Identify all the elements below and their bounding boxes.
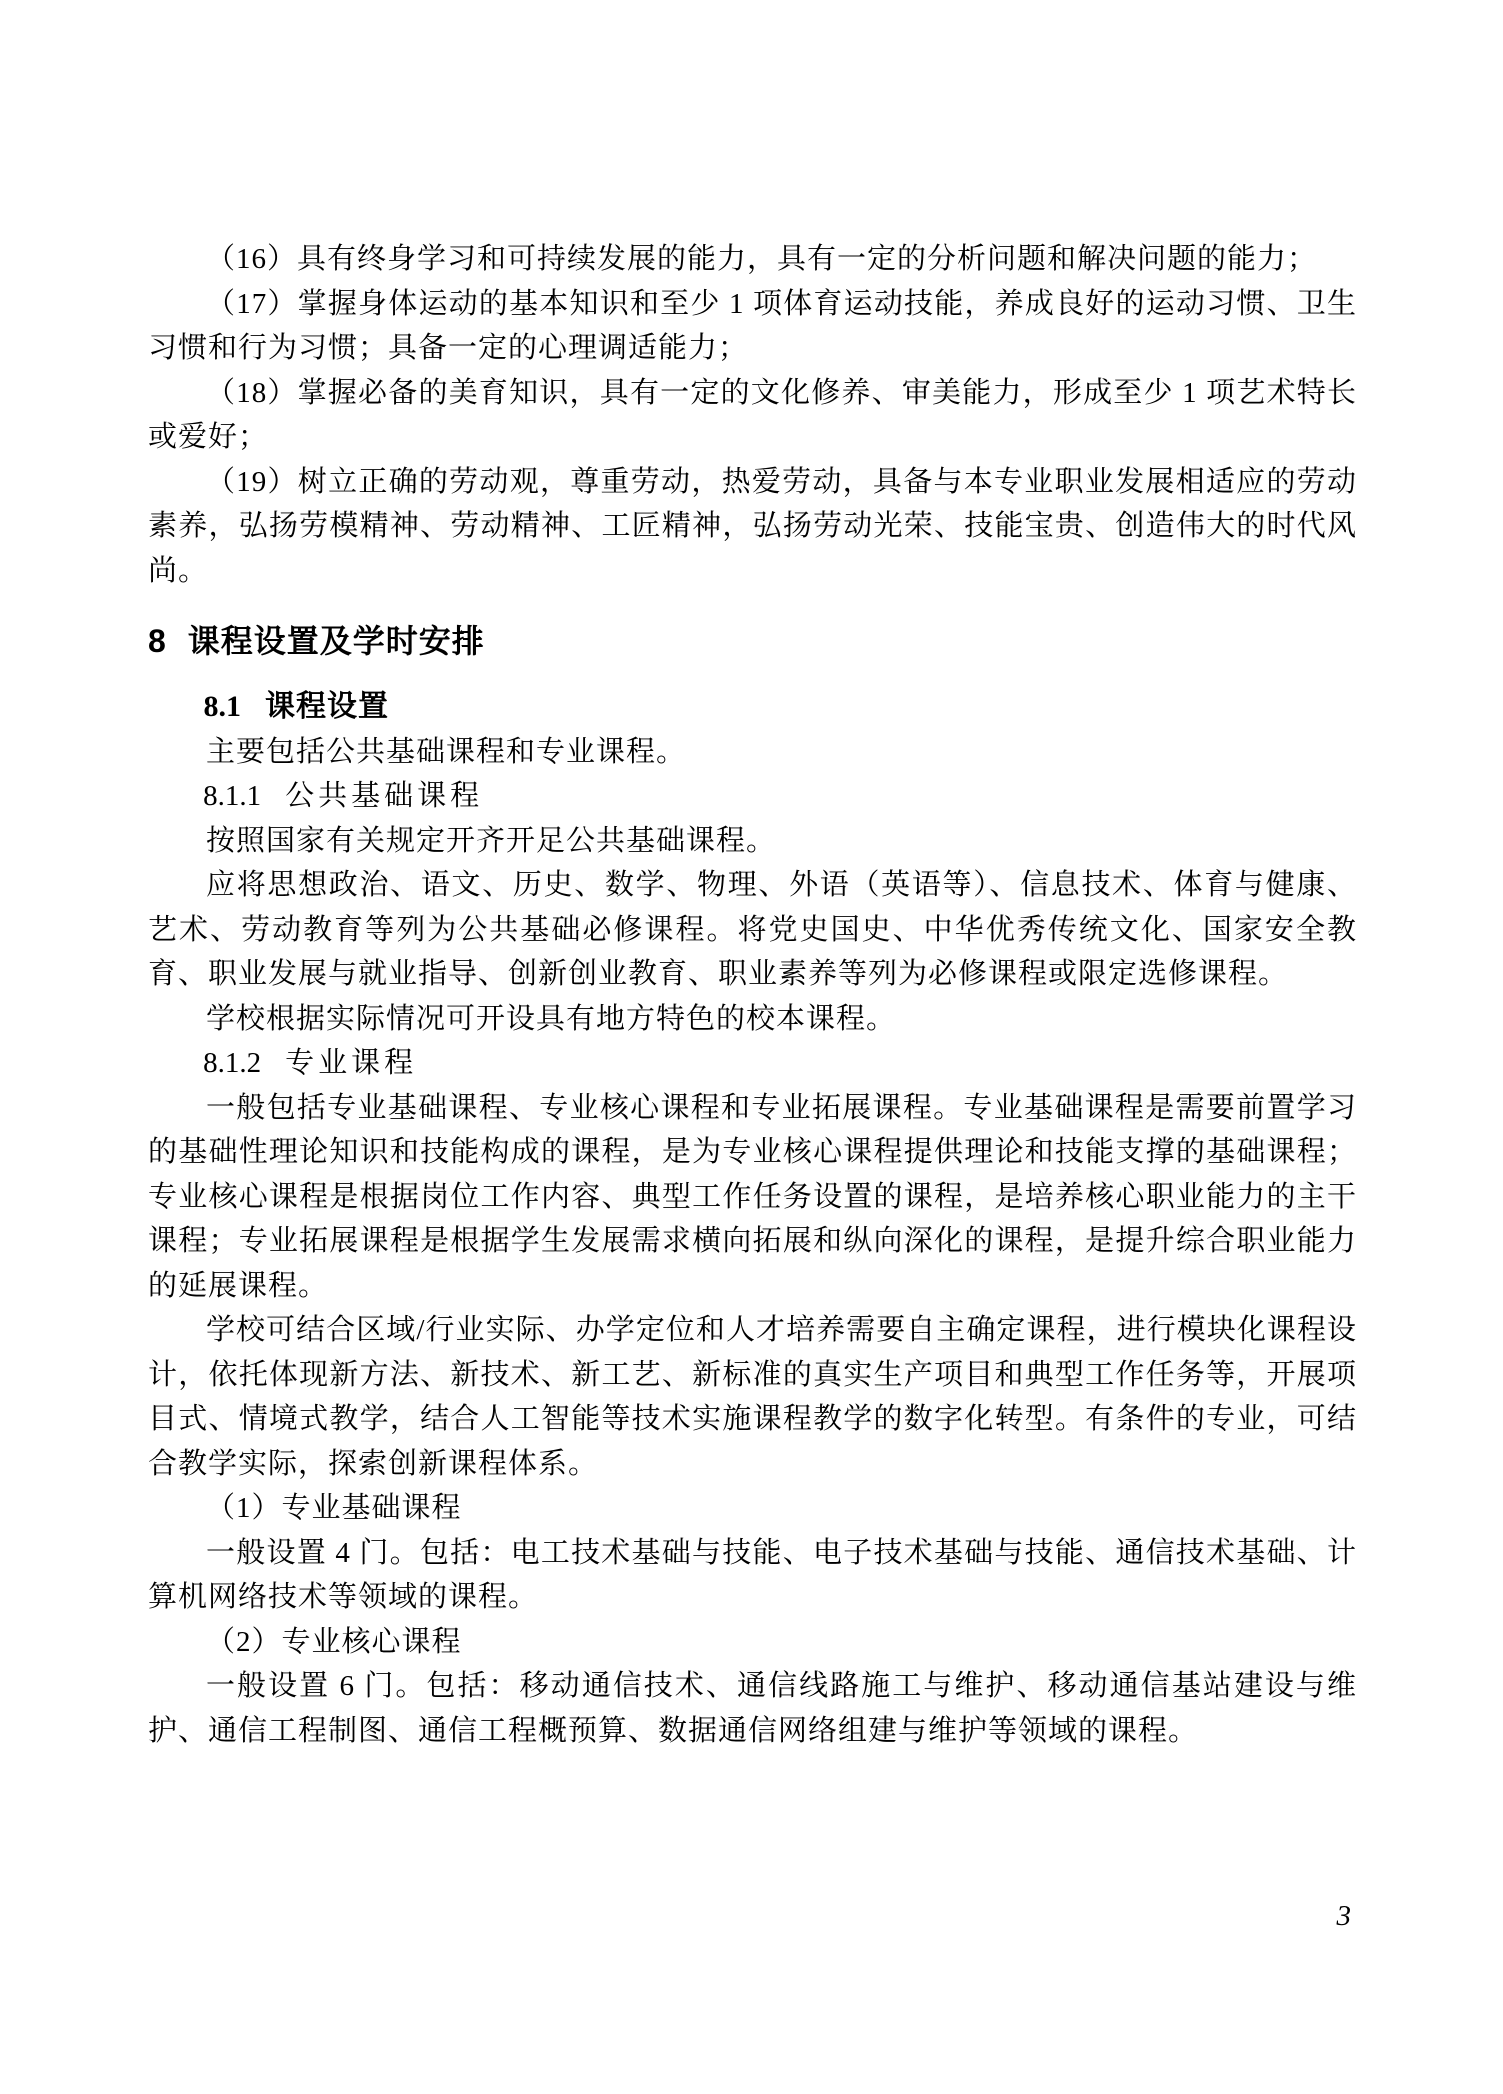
list-item-body: 一般设置 4 门。包括：电工技术基础与技能、电子技术基础与技能、通信技术基础、计算机网络技术等领域的课程。 <box>148 1536 1357 1613</box>
paragraph-item-17: （17）掌握身体运动的基本知识和至少 1 项体育运动技能，养成良好的运动习惯、卫生习惯和行为习惯；具备一定的心理调适能力； <box>148 287 1357 364</box>
subsection-heading-major-courses <box>148 1041 1357 1086</box>
paragraph: 按照国家有关规定开齐开足公共基础课程。 <box>206 824 777 857</box>
subsection-title: 专业课程 <box>285 1047 418 1079</box>
section-heading <box>148 685 1357 730</box>
chapter-title: 课程设置及学时安排 <box>187 623 485 659</box>
paragraph-item-16: （16）具有终身学习和可持续发展的能力，具有一定的分析问题和解决问题的能力； <box>206 243 1318 275</box>
chapter-number: 8 <box>148 623 166 659</box>
list-item-heading: （2）专业核心课程 <box>206 1625 462 1658</box>
paragraph: 学校可结合区域/行业实际、办学定位和人才培养需要自主确定课程，进行模块化课程设计，依托体现新方法、新技术、新工艺、新标准的真实生产项目和典型工作任务等，开展项目式、情境式教学，结合人工智能等技术实施课程教学的数字化转型。有条件的专业，可结合教学实际，探索创新课程体系。 <box>148 1314 1357 1480</box>
page-number: 3 <box>1336 1900 1351 1932</box>
subsection-heading-public-basic <box>148 774 1357 819</box>
paragraph-item-18: （18）掌握必备的美育知识，具有一定的文化修养、审美能力，形成至少 1 项艺术特长或爱好； <box>148 376 1357 453</box>
list-item-body: 一般设置 6 门。包括：移动通信技术、通信线路施工与维护、移动通信基站建设与维护、通信工程制图、通信工程概预算、数据通信网络组建与维护等领域的课程。 <box>148 1670 1357 1747</box>
list-item-heading: （1）专业基础课程 <box>206 1492 462 1524</box>
section-lead-paragraph: 主要包括公共基础课程和专业课程。 <box>206 735 687 768</box>
chapter-heading <box>148 617 1357 665</box>
paragraph: 应将思想政治、语文、历史、数学、物理、外语（英语等）、信息技术、体育与健康、艺术、劳动教育等列为公共基础必修课程。将党史国史、中华优秀传统文化、国家安全教育、职业发展与就业指导、创新创业教育、职业素养等列为必修课程或限定选修课程。 <box>148 869 1357 990</box>
subsection-number: 8.1.1 <box>203 780 262 812</box>
paragraph-item-19: （19）树立正确的劳动观，尊重劳动，热爱劳动，具备与本专业职业发展相适应的劳动素养，弘扬劳模精神、劳动精神、工匠精神，弘扬劳动光荣、技能宝贵、创造伟大的时代风尚。 <box>148 465 1357 587</box>
section-title: 课程设置 <box>265 690 389 723</box>
subsection-number: 8.1.2 <box>203 1047 262 1079</box>
paragraph: 一般包括专业基础课程、专业核心课程和专业拓展课程。专业基础课程是需要前置学习的基础性理论知识和技能构成的课程，是为专业核心课程提供理论和技能支撑的基础课程；专业核心课程是根据岗位工作内容、典型工作任务设置的课程，是培养核心职业能力的主干课程；专业拓展课程是根据学生发展需求横向拓展和纵向深化的课程，是提升综合职业能力的延展课程。 <box>148 1091 1357 1302</box>
section-number: 8.1 <box>203 690 241 723</box>
subsection-title: 公共基础课程 <box>285 780 484 812</box>
paragraph: 学校根据实际情况可开设具有地方特色的校本课程。 <box>206 1002 897 1035</box>
